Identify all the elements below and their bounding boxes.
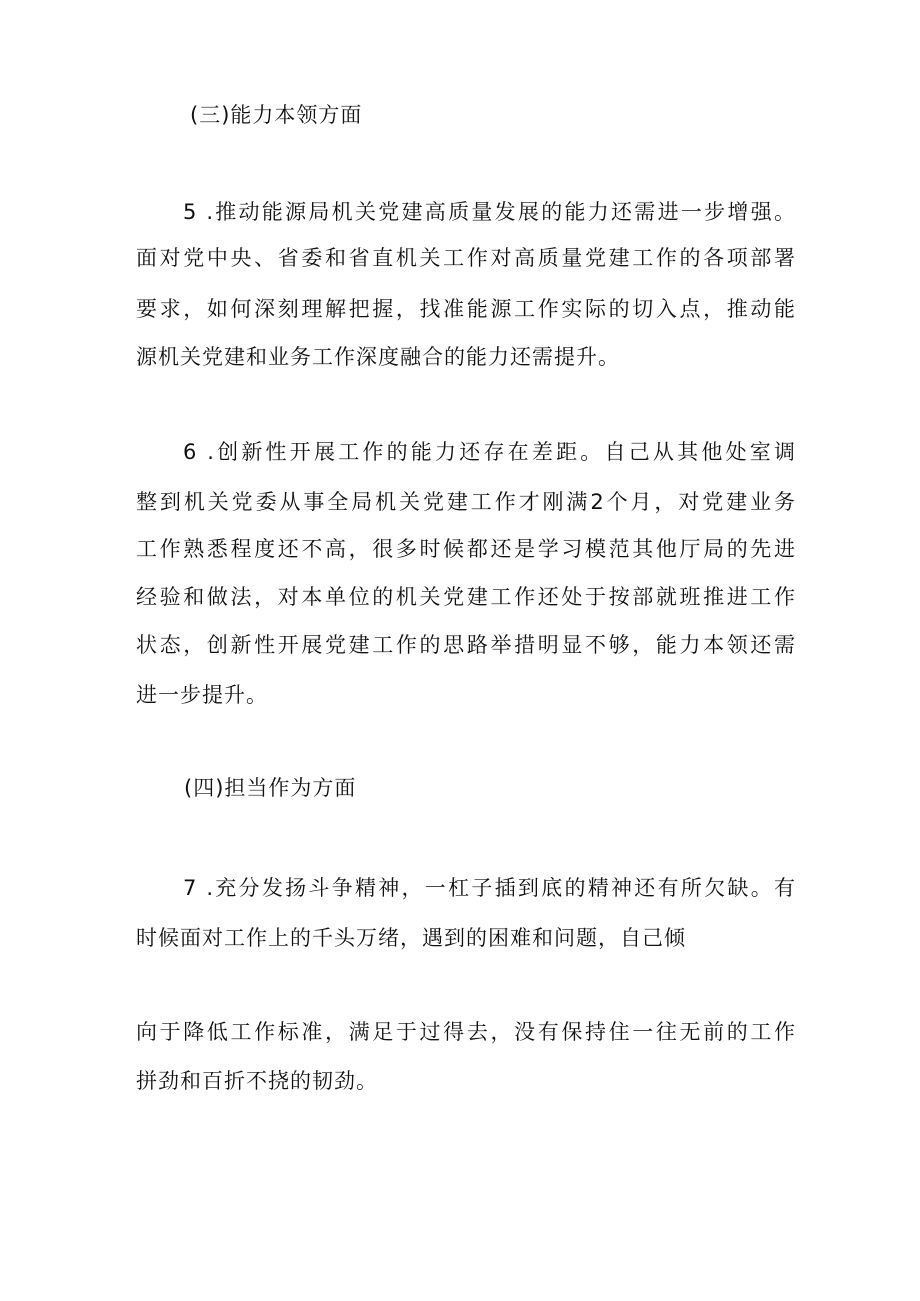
item-7-line-4: 拼劲和百折不挠的韧劲。 xyxy=(136,1069,378,1093)
item-7-line-2: 时候面对工作上的千头万绪，遇到的困难和问题，自己倾 xyxy=(136,926,686,950)
section-heading-3: (三)能力本领方面 xyxy=(190,103,363,127)
item-6-line-3: 工作熟悉程度还不高，很多时候都还是学习模范其他厅局的先进 xyxy=(136,537,796,561)
item-6-line-2: 整到机关党委从事全局机关党建工作才刚满2个月，对党建业务 xyxy=(136,490,796,514)
item-6-line-1: 6 .创新性开展工作的能力还存在差距。自己从其他处室调 xyxy=(183,440,796,464)
item-6-line-6: 进一步提升。 xyxy=(136,683,268,707)
item-6-line-5: 状态，创新性开展党建工作的思路举措明显不够，能力本领还需 xyxy=(136,633,796,657)
section-heading-4: (四)担当作为方面 xyxy=(184,776,357,800)
item-7-line-1: 7 .充分发扬斗争精神，一杠子插到底的精神还有所欠缺。有 xyxy=(183,876,796,900)
item-7-line-3: 向于降低工作标准，满足于过得去，没有保持住一往无前的工作 xyxy=(136,1020,796,1044)
item-5-line-2: 面对党中央、省委和省直机关工作对高质量党建工作的各项部署 xyxy=(136,246,796,270)
item-5-line-4: 源机关党建和业务工作深度融合的能力还需提升。 xyxy=(136,345,620,369)
item-5-line-1: 5 .推动能源局机关党建高质量发展的能力还需进一步增强。 xyxy=(183,200,796,224)
item-5-line-3: 要求，如何深刻理解把握，找准能源工作实际的切入点，推动能 xyxy=(136,297,796,321)
item-6-line-4: 经验和做法，对本单位的机关党建工作还处于按部就班推进工作 xyxy=(136,585,796,609)
